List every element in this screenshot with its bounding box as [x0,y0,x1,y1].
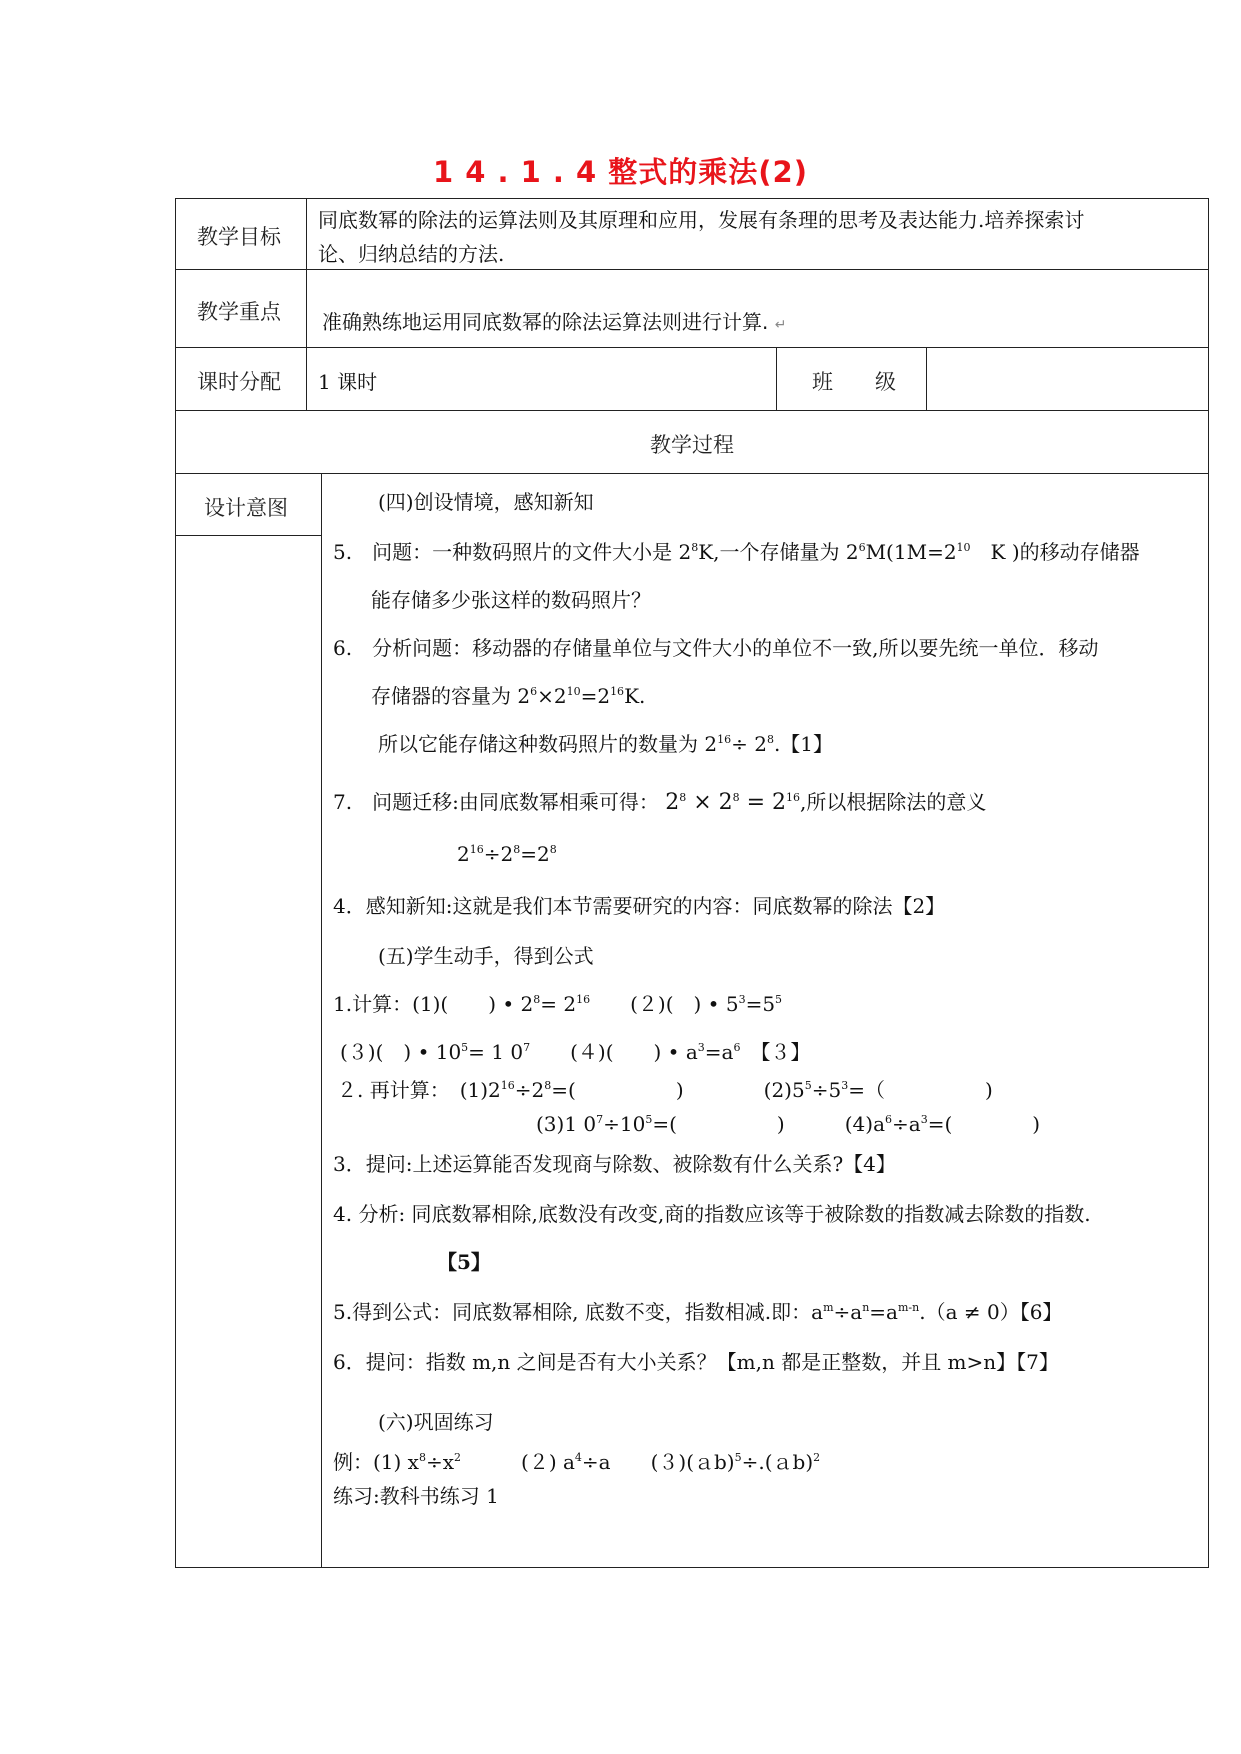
example-line: 例：(1) $x^8\div x^2$ (２) $a^4\div a$ (３)(ａb)$^5$÷.(ａb)$^2$ [333,1450,821,1474]
class-label: 班 级 [812,370,896,394]
recalc-line1: ２. 再计算： $(1)2^{16}\div 2^8=$( ) $(2)5^5\div 5^3=$（ ) [337,1078,993,1102]
problem-6-line2: 存储器的容量为 $2^6\times 2^{10}=2^{16}K$. [371,684,646,708]
schedule-label: 课时分配 [197,370,281,394]
col-divider [776,347,777,410]
analysis-4: 4. 分析: 同底数幂相除,底数没有改变,商的指数应该等于被除数的指数减去除数的指数. [333,1202,1091,1226]
schedule-value: 1 课时 [318,370,378,394]
row-divider [175,535,321,536]
col-divider [926,347,927,410]
recalc-line2: (3)1 $0^7\div 10^5=$( ) $(4)a^6\div a^3=$( ) [536,1112,1041,1136]
section-5-heading: (五)学生动手，得到公式 [378,944,594,968]
col-divider [321,473,322,1568]
problem-7-line1: 7. 问题迁移:由同底数幂相乘可得： $2^8 \times 2^8 = 2^{16}$,所以根据除法的意义 [333,790,987,815]
practice-line: 练习:教科书练习 1 [333,1484,499,1508]
section-6-heading: (六)巩固练习 [378,1410,494,1434]
formula-5: 5.得到公式：同底数幂相除, 底数不变，指数相减.即：$a^m\div a^n=a^{m-n}.(a \ne 0)$【6】 [333,1300,1063,1324]
new-knowledge: 4．感知新知:这就是我们本节需要研究的内容：同底数幂的除法【2】 [333,894,946,918]
process-header: 教学过程 [650,433,734,457]
focus-text: 准确熟练地运用同底数幂的除法运算法则进行计算. ↵ [322,310,787,334]
question-3: 3．提问:上述运算能否发现商与除数、被除数有什么关系?【4】 [333,1152,896,1176]
problem-6-line1: 6. 分析问题：移动器的存储量单位与文件大小的单位不一致,所以要先统一单位．移动 [333,636,1099,660]
goal-label: 教学目标 [197,225,281,249]
goal-text-line1: 同底数幂的除法的运算法则及其原理和应用，发展有条理的思考及表达能力.培养探索讨 [318,208,1085,232]
row-divider [175,269,1209,270]
analysis-4-tag: 【5】 [437,1250,491,1274]
problem-6-line3: 所以它能存储这种数码照片的数量为 $2^{16}\div 2^8$.【1】 [378,732,834,756]
calc-line2: (３)( ) • $10^5= 1$ $0^7$ (４)( ) • $a^3=a^6$ 【３】 [340,1040,811,1064]
problem-5-line1: 5. 问题：一种数码照片的文件大小是 $2^8K$,一个存储量为 $2^6M(1M=2^{10}$ K )的移动存储器 [333,540,1140,564]
goal-text-line2: 论、归纳总结的方法. [318,242,505,266]
problem-7-line2: $2^{16}\div 2^8=2^8$ [457,842,557,866]
row-divider [175,410,1209,411]
design-label: 设计意图 [204,496,288,520]
row-divider [175,347,1209,348]
problem-5-line2: 能存储多少张这样的数码照片？ [371,588,651,612]
question-6: 6．提问：指数 m,n 之间是否有大小关系？【m,n 都是正整数，并且 m>n】【7】 [333,1350,1059,1374]
calc-line1: 1.计算：(1)( ) • $2^8= 2^{16}$ (２)( ) • $5^3=5^5$ [333,992,783,1016]
section-4-heading: (四)创设情境，感知新知 [378,490,594,514]
col-divider [306,198,307,410]
page-title: 1 4 . 1 . 4 整式的乘法(2) [432,155,808,189]
focus-label: 教学重点 [197,300,281,324]
return-mark-icon: ↵ [774,317,787,333]
row-divider [175,473,1209,474]
